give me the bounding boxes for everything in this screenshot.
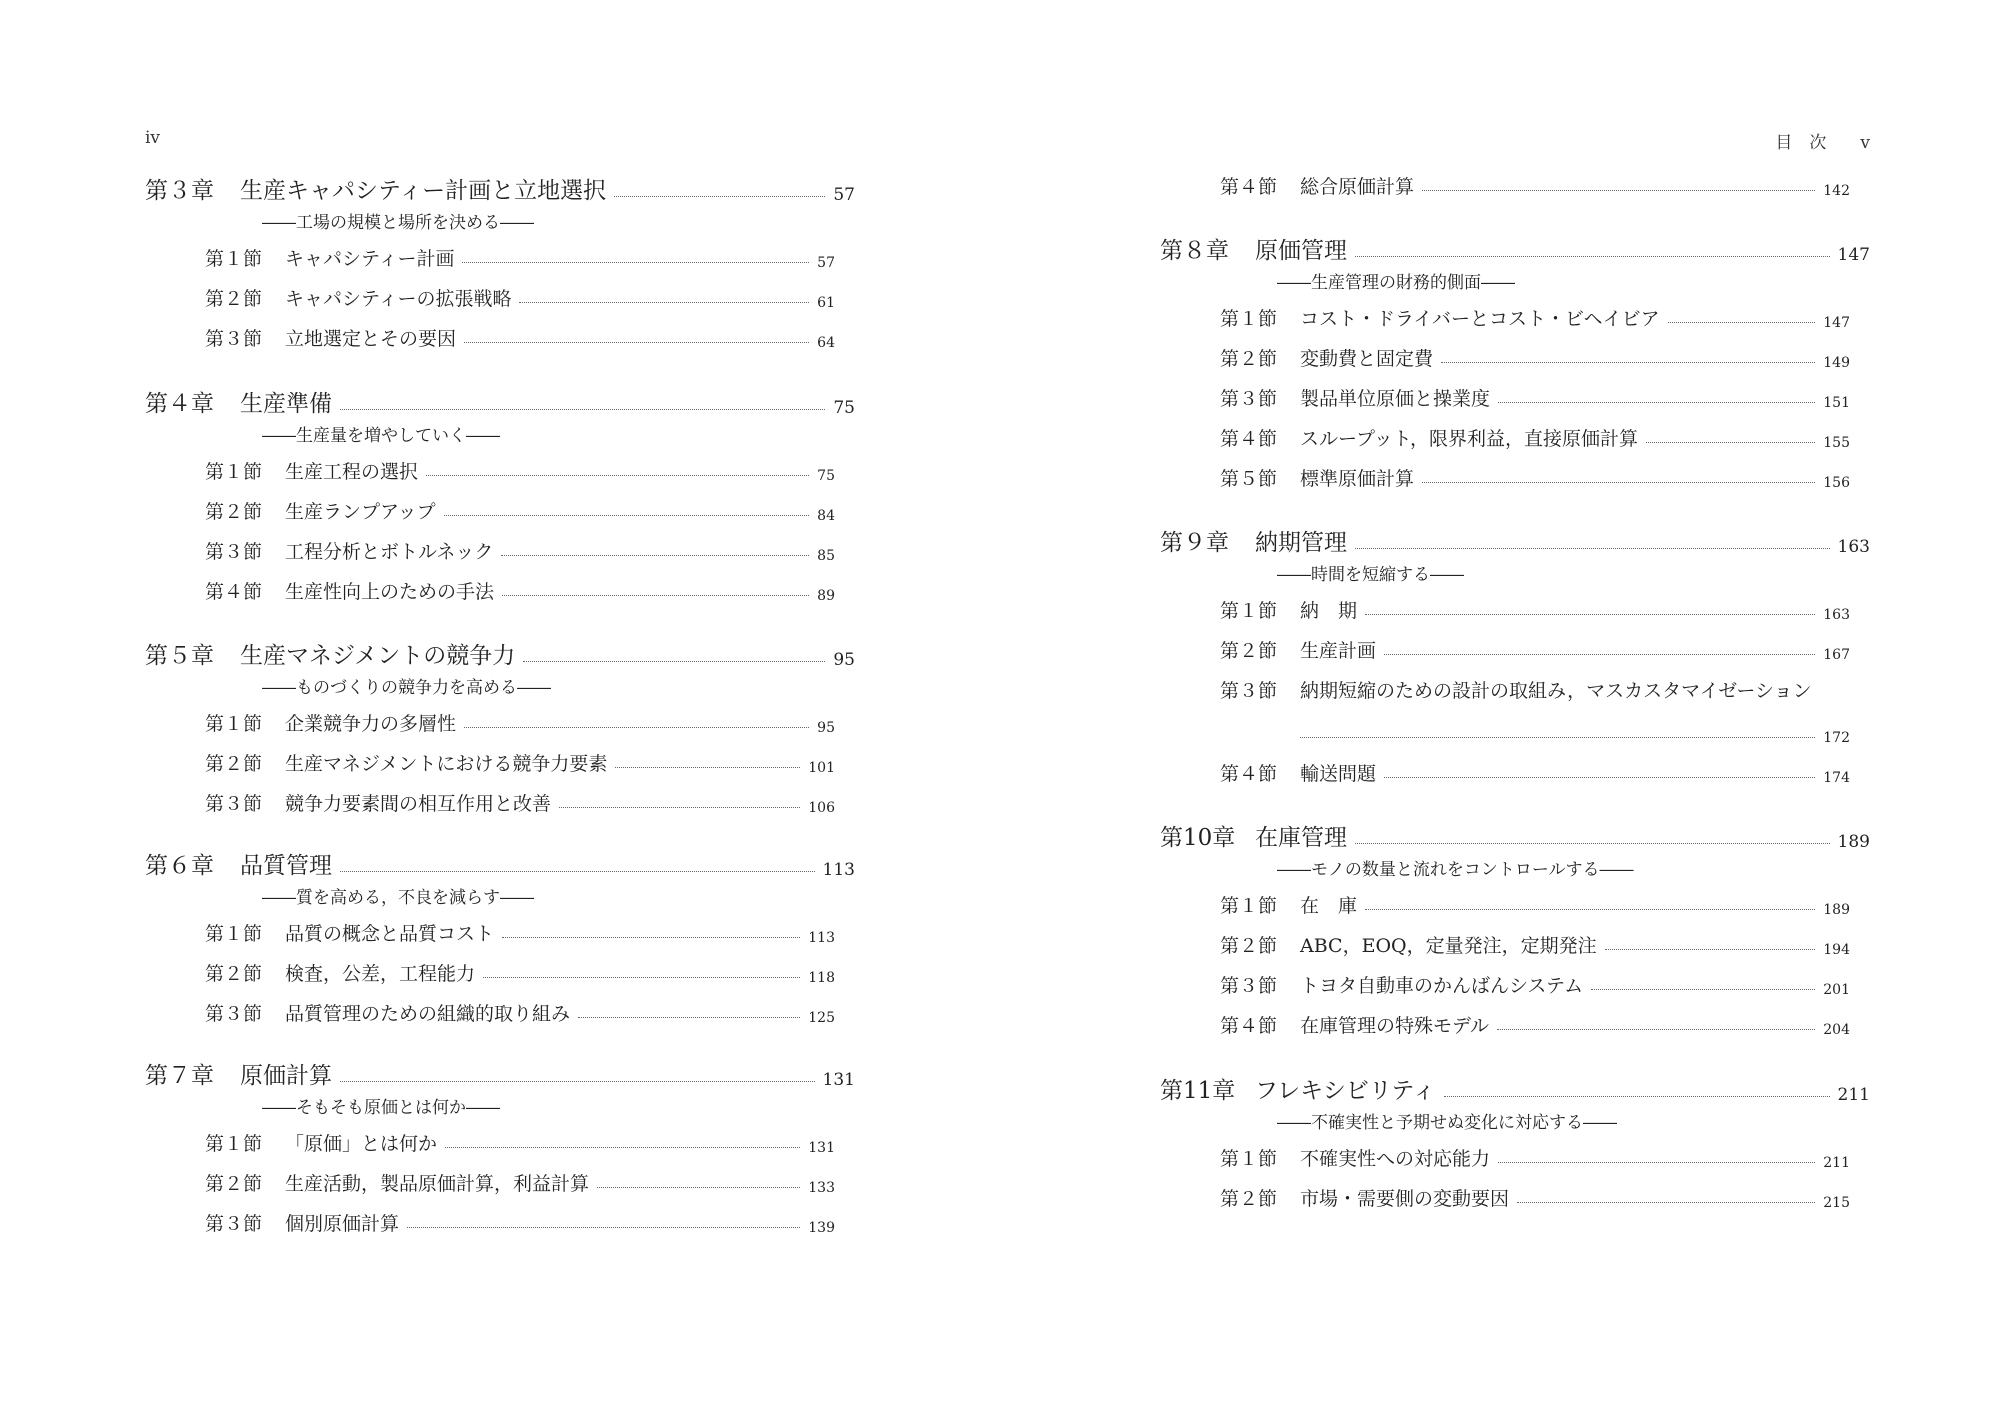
chapter-subtitle: ――モノの数量と流れをコントロールする―― bbox=[1277, 860, 1634, 880]
toc-section-entry bbox=[1220, 932, 1850, 958]
section-number: 第２節 bbox=[1220, 1188, 1278, 1210]
chapter-number: 第４章 bbox=[145, 391, 214, 417]
page-number: 106 bbox=[808, 800, 835, 816]
dot-leader bbox=[597, 1187, 800, 1188]
dot-leader bbox=[1517, 1202, 1815, 1203]
dot-leader bbox=[1441, 362, 1815, 363]
section-title: 納期短縮のための設計の取組み，マスカスタマイゼーション bbox=[1300, 680, 1812, 702]
dot-leader bbox=[1605, 949, 1816, 950]
toc-section-entry bbox=[205, 578, 835, 604]
page-number: 211 bbox=[1837, 1085, 1870, 1105]
chapter-title: 生産キャパシティー計画と立地選択 bbox=[240, 178, 607, 204]
toc-section-entry bbox=[1220, 1012, 1850, 1038]
section-number: 第１節 bbox=[205, 923, 263, 945]
section-title: 市場・需要側の変動要因 bbox=[1300, 1188, 1510, 1210]
dot-leader bbox=[426, 475, 809, 476]
section-title: 企業競争力の多層性 bbox=[285, 713, 457, 735]
section-title: 生産性向上のための手法 bbox=[285, 581, 495, 603]
page-number: 113 bbox=[822, 860, 855, 880]
chapter-title: 納期管理 bbox=[1255, 530, 1347, 556]
toc-section-entry bbox=[205, 1210, 835, 1236]
toc-chapter-entry bbox=[1160, 235, 1870, 265]
dot-leader bbox=[340, 409, 825, 410]
chapter-number: 第３章 bbox=[145, 178, 214, 204]
section-number: 第４節 bbox=[1220, 428, 1278, 450]
section-title: 生産工程の選択 bbox=[285, 461, 419, 483]
dot-leader bbox=[340, 871, 815, 872]
page-number: 189 bbox=[1837, 832, 1870, 852]
chapter-number: 第11章 bbox=[1160, 1078, 1236, 1104]
page-number: 131 bbox=[808, 1140, 835, 1156]
dot-leader bbox=[1365, 909, 1815, 910]
toc-chapter-entry bbox=[1160, 1075, 1870, 1105]
page-number: 201 bbox=[1823, 982, 1850, 998]
section-title: 生産マネジメントにおける競争力要素 bbox=[285, 753, 608, 775]
dot-leader bbox=[407, 1227, 800, 1228]
section-title: キャパシティー計画 bbox=[285, 248, 455, 270]
toc-section-entry bbox=[205, 285, 835, 311]
chapter-number: 第８章 bbox=[1160, 238, 1229, 264]
dot-leader bbox=[1591, 989, 1815, 990]
page-number: 89 bbox=[817, 588, 835, 604]
page-number-header: iv bbox=[145, 128, 161, 148]
toc-section-entry bbox=[205, 498, 835, 524]
section-title: 納 期 bbox=[1300, 600, 1358, 622]
toc-section-entry bbox=[205, 960, 835, 986]
chapter-subtitle: ――時間を短縮する―― bbox=[1277, 565, 1464, 585]
toc-section-entry bbox=[205, 538, 835, 564]
page-number: 95 bbox=[833, 650, 855, 670]
section-number: 第３節 bbox=[205, 328, 263, 350]
toc-section-entry bbox=[1220, 1145, 1850, 1171]
page-number: 194 bbox=[1823, 942, 1850, 958]
section-number: 第３節 bbox=[205, 793, 263, 815]
dot-leader bbox=[464, 727, 809, 728]
section-title: 不確実性への対応能力 bbox=[1300, 1148, 1491, 1170]
dot-leader bbox=[1384, 654, 1815, 655]
chapter-subtitle: ――ものづくりの競争力を高める―― bbox=[262, 678, 551, 698]
page-number: 113 bbox=[808, 930, 835, 946]
toc-section-entry bbox=[205, 1130, 835, 1156]
section-title: コスト・ドライバーとコスト・ビヘイビア bbox=[1300, 308, 1660, 330]
section-number: 第１節 bbox=[205, 1133, 263, 1155]
section-number: 第３節 bbox=[205, 541, 263, 563]
dot-leader bbox=[1498, 402, 1815, 403]
dot-leader bbox=[340, 1081, 815, 1082]
section-title: 生産ランプアップ bbox=[285, 501, 436, 523]
section-title: 生産計画 bbox=[1300, 640, 1377, 662]
page-number: 57 bbox=[817, 255, 835, 271]
chapter-subtitle: ――生産量を増やしていく―― bbox=[262, 426, 500, 446]
toc-section-continuation bbox=[1300, 720, 1850, 746]
page-number: 204 bbox=[1823, 1022, 1850, 1038]
dot-leader bbox=[1497, 1029, 1815, 1030]
page-number: 118 bbox=[808, 970, 835, 986]
section-number: 第３節 bbox=[1220, 975, 1278, 997]
toc-section-entry bbox=[1220, 173, 1850, 199]
dot-leader bbox=[1365, 614, 1815, 615]
section-title: 製品単位原価と操業度 bbox=[1300, 388, 1491, 410]
chapter-number: 第６章 bbox=[145, 853, 214, 879]
toc-section-entry bbox=[1220, 385, 1850, 411]
dot-leader bbox=[1646, 442, 1815, 443]
section-title: 立地選定とその要因 bbox=[285, 328, 457, 350]
dot-leader bbox=[559, 807, 800, 808]
dot-leader bbox=[502, 937, 800, 938]
section-number: 第１節 bbox=[205, 248, 263, 270]
toc-section-entry bbox=[205, 920, 835, 946]
toc-section-entry bbox=[205, 1170, 835, 1196]
section-number: 第２節 bbox=[205, 963, 263, 985]
toc-chapter-entry bbox=[145, 850, 855, 880]
section-number: 第１節 bbox=[205, 461, 263, 483]
section-number: 第１節 bbox=[1220, 600, 1278, 622]
dot-leader bbox=[1444, 1096, 1830, 1097]
section-number: 第３節 bbox=[1220, 680, 1278, 702]
toc-section-entry bbox=[205, 750, 835, 776]
chapter-title: 生産マネジメントの競争力 bbox=[240, 643, 516, 669]
dot-leader bbox=[444, 515, 810, 516]
page-number: 57 bbox=[833, 185, 855, 205]
page-number: 156 bbox=[1823, 475, 1850, 491]
dot-leader bbox=[1498, 1162, 1815, 1163]
dot-leader bbox=[523, 661, 825, 662]
section-title: 在庫管理の特殊モデル bbox=[1300, 1015, 1490, 1037]
section-number: 第３節 bbox=[1220, 388, 1278, 410]
chapter-title: 在庫管理 bbox=[1255, 825, 1347, 851]
section-number: 第１節 bbox=[1220, 895, 1278, 917]
page-number: 64 bbox=[817, 335, 835, 351]
page-number: 75 bbox=[817, 468, 835, 484]
toc-section-entry bbox=[205, 245, 835, 271]
section-title: 品質管理のための組織的取り組み bbox=[285, 1003, 571, 1025]
page-number: 95 bbox=[817, 720, 835, 736]
page-number: 75 bbox=[833, 398, 855, 418]
page-number: 125 bbox=[808, 1010, 835, 1026]
section-number: 第１節 bbox=[205, 713, 263, 735]
dot-leader bbox=[1422, 190, 1815, 191]
toc-chapter-entry bbox=[145, 175, 855, 205]
dot-leader bbox=[501, 555, 809, 556]
page-number: 215 bbox=[1823, 1195, 1850, 1211]
dot-leader bbox=[483, 977, 800, 978]
page-number: 61 bbox=[817, 295, 835, 311]
page-number: 147 bbox=[1837, 245, 1870, 265]
page-number-header: v bbox=[1860, 133, 1870, 153]
section-title: 生産活動，製品原価計算，利益計算 bbox=[285, 1173, 590, 1195]
section-number: 第２節 bbox=[205, 753, 263, 775]
section-title: 工程分析とボトルネック bbox=[285, 541, 494, 563]
toc-section-entry bbox=[205, 790, 835, 816]
toc-section-entry bbox=[205, 458, 835, 484]
section-number: 第２節 bbox=[205, 288, 263, 310]
page-number: 174 bbox=[1823, 770, 1850, 786]
page-number: 133 bbox=[808, 1180, 835, 1196]
section-title: ABC，EOQ，定量発注，定期発注 bbox=[1300, 935, 1597, 957]
dot-leader bbox=[1384, 777, 1815, 778]
toc-section-entry bbox=[1220, 892, 1850, 918]
section-number: 第３節 bbox=[205, 1003, 263, 1025]
toc-section-entry bbox=[205, 325, 835, 351]
page-number: 163 bbox=[1837, 537, 1870, 557]
chapter-subtitle: ――生産管理の財務的側面―― bbox=[1277, 273, 1515, 293]
section-number: 第１節 bbox=[1220, 1148, 1278, 1170]
chapter-subtitle: ――不確実性と予期せぬ変化に対応する―― bbox=[1277, 1113, 1617, 1133]
chapter-subtitle: ――質を高める，不良を減らす―― bbox=[262, 888, 534, 908]
chapter-title: 原価計算 bbox=[240, 1063, 332, 1089]
toc-section-entry bbox=[1220, 760, 1850, 786]
page-number: 147 bbox=[1823, 315, 1850, 331]
dot-leader bbox=[502, 595, 809, 596]
page-number: 101 bbox=[808, 760, 835, 776]
chapter-title: 品質管理 bbox=[240, 853, 332, 879]
section-number: 第５節 bbox=[1220, 468, 1278, 490]
dot-leader bbox=[1355, 843, 1830, 844]
dot-leader bbox=[1668, 322, 1816, 323]
section-title: 検査，公差，工程能力 bbox=[285, 963, 476, 985]
chapter-title: 生産準備 bbox=[240, 391, 332, 417]
page-number: 211 bbox=[1823, 1155, 1850, 1171]
section-number: 第４節 bbox=[1220, 1015, 1278, 1037]
section-number: 第２節 bbox=[1220, 348, 1278, 370]
section-title: 総合原価計算 bbox=[1300, 176, 1415, 198]
toc-section-entry bbox=[1220, 597, 1850, 623]
dot-leader bbox=[1355, 256, 1830, 257]
chapter-number: 第９章 bbox=[1160, 530, 1229, 556]
toc-section-entry bbox=[1220, 465, 1850, 491]
dot-leader bbox=[578, 1017, 800, 1018]
chapter-title: 原価管理 bbox=[1255, 238, 1347, 264]
section-title: 個別原価計算 bbox=[285, 1213, 400, 1235]
dot-leader bbox=[1300, 737, 1815, 738]
dot-leader bbox=[464, 342, 809, 343]
page-number: 189 bbox=[1823, 902, 1850, 918]
running-header-title: 目 次 bbox=[1775, 133, 1827, 153]
page-number: 85 bbox=[817, 548, 835, 564]
page-number: 139 bbox=[808, 1220, 835, 1236]
chapter-number: 第５章 bbox=[145, 643, 214, 669]
chapter-subtitle: ――工場の規模と場所を決める―― bbox=[262, 213, 534, 233]
dot-leader bbox=[615, 767, 800, 768]
toc-section-entry bbox=[1220, 637, 1850, 663]
dot-leader bbox=[614, 196, 825, 197]
page-number: 155 bbox=[1823, 435, 1850, 451]
section-number: 第４節 bbox=[1220, 176, 1278, 198]
toc-list bbox=[1000, 0, 2000, 1414]
toc-section-entry bbox=[1220, 677, 1850, 703]
toc-chapter-entry bbox=[1160, 822, 1870, 852]
section-title: 在 庫 bbox=[1300, 895, 1358, 917]
dot-leader bbox=[1422, 482, 1815, 483]
toc-chapter-entry bbox=[1160, 527, 1870, 557]
toc-section-entry bbox=[205, 710, 835, 736]
chapter-number: 第10章 bbox=[1160, 825, 1236, 851]
page-number: 142 bbox=[1823, 183, 1850, 199]
page-number: 149 bbox=[1823, 355, 1850, 371]
page-number: 172 bbox=[1823, 730, 1850, 746]
page-number: 151 bbox=[1823, 395, 1850, 411]
toc-section-entry bbox=[1220, 425, 1850, 451]
right-page bbox=[1000, 0, 2000, 1414]
chapter-number: 第７章 bbox=[145, 1063, 214, 1089]
section-title: 標準原価計算 bbox=[1300, 468, 1415, 490]
section-title: キャパシティーの拡張戦略 bbox=[285, 288, 512, 310]
section-number: 第１節 bbox=[1220, 308, 1278, 330]
section-title: 「原価」とは何か bbox=[285, 1133, 438, 1155]
toc-section-entry bbox=[1220, 345, 1850, 371]
toc-chapter-entry bbox=[145, 640, 855, 670]
chapter-subtitle: ――そもそも原価とは何か―― bbox=[262, 1098, 500, 1118]
toc-section-entry bbox=[1220, 305, 1850, 331]
page-number: 163 bbox=[1823, 607, 1850, 623]
section-title: スループット，限界利益，直接原価計算 bbox=[1300, 428, 1639, 450]
page-number: 84 bbox=[817, 508, 835, 524]
section-number: 第４節 bbox=[1220, 763, 1278, 785]
section-number: 第３節 bbox=[205, 1213, 263, 1235]
dot-leader bbox=[519, 302, 809, 303]
section-title: 変動費と固定費 bbox=[1300, 348, 1434, 370]
toc-chapter-entry bbox=[145, 388, 855, 418]
section-title: 輸送問題 bbox=[1300, 763, 1377, 785]
toc-chapter-entry bbox=[145, 1060, 855, 1090]
chapter-title: フレキシビリティ bbox=[1255, 1078, 1436, 1104]
toc-section-entry bbox=[1220, 972, 1850, 998]
section-number: 第２節 bbox=[205, 501, 263, 523]
section-number: 第２節 bbox=[1220, 935, 1278, 957]
toc-section-entry bbox=[1220, 1185, 1850, 1211]
section-number: 第２節 bbox=[1220, 640, 1278, 662]
dot-leader bbox=[1355, 548, 1830, 549]
section-title: 品質の概念と品質コスト bbox=[285, 923, 495, 945]
section-title: トヨタ自動車のかんばんシステム bbox=[1300, 975, 1584, 997]
dot-leader bbox=[445, 1147, 800, 1148]
page-number: 131 bbox=[822, 1070, 855, 1090]
dot-leader bbox=[462, 262, 809, 263]
section-number: 第２節 bbox=[205, 1173, 263, 1195]
section-number: 第４節 bbox=[205, 581, 263, 603]
page-number: 167 bbox=[1823, 647, 1850, 663]
section-title: 競争力要素間の相互作用と改善 bbox=[285, 793, 552, 815]
toc-section-entry bbox=[205, 1000, 835, 1026]
